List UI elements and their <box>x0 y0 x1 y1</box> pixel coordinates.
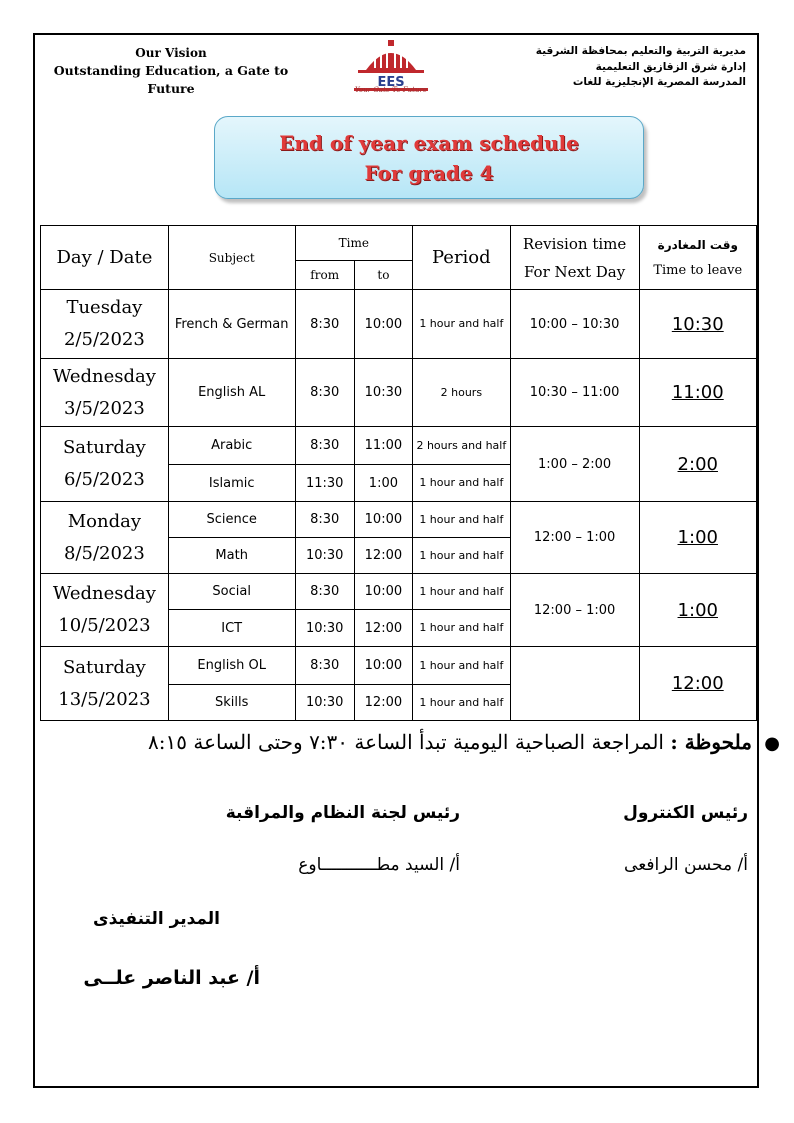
time-from-cell: 10:30 <box>295 685 354 721</box>
period-cell: 1 hour and half <box>413 685 511 721</box>
time-from-cell: 10:30 <box>295 610 354 647</box>
day-name: Monday <box>67 510 142 532</box>
subject-cell: Science <box>168 502 295 538</box>
period-cell: 1 hour and half <box>413 502 511 538</box>
day-date-cell <box>41 359 169 427</box>
time-to-cell: 10:30 <box>354 359 412 427</box>
leave-time-cell: 2:00 <box>639 427 756 502</box>
time-to-cell: 1:00 <box>354 465 412 502</box>
leave-time-cell: 10:30 <box>639 290 756 359</box>
header-subject: Subject <box>168 226 295 290</box>
header-revision-line1: Revision time <box>522 234 627 253</box>
header-leave-english: Time to leave <box>653 262 743 278</box>
time-from-cell: 8:30 <box>295 502 354 538</box>
period-cell: 1 hour and half <box>413 465 511 502</box>
subject-cell: Islamic <box>168 465 295 502</box>
exam-date: 10/5/2023 <box>58 615 151 636</box>
time-from-cell: 10:30 <box>295 538 354 574</box>
subject-cell: Arabic <box>168 427 295 465</box>
time-to-cell: 10:00 <box>354 647 412 685</box>
exam-schedule-table <box>40 225 757 721</box>
logo-text: EES <box>377 75 405 90</box>
header-time-to: to <box>354 261 412 290</box>
subject-cell: Skills <box>168 685 295 721</box>
day-name: Tuesday <box>66 297 143 318</box>
header-day-date: Day / Date <box>41 226 169 290</box>
exam-date: 6/5/2023 <box>63 469 145 490</box>
period-cell: 2 hours and half <box>413 427 511 465</box>
table-row <box>41 290 757 359</box>
vision-block <box>40 44 302 98</box>
committee-head-title: رئيس لجنة النظام والمراقبة <box>225 803 460 823</box>
executive-director-title: المدير التنفيذى <box>93 909 220 929</box>
day-name: Saturday <box>62 656 146 678</box>
time-to-cell: 10:00 <box>354 574 412 610</box>
time-from-cell: 8:30 <box>295 574 354 610</box>
leave-time-cell: 12:00 <box>639 647 756 721</box>
control-head-title: رئيس الكنترول <box>623 803 748 823</box>
time-from-cell: 8:30 <box>295 359 354 427</box>
executive-director-name: أ/ عبد الناصر علــى <box>83 967 260 989</box>
time-to-cell: 10:00 <box>354 502 412 538</box>
exam-date: 2/5/2023 <box>63 329 145 350</box>
schedule-title-box <box>214 116 644 199</box>
exam-date: 13/5/2023 <box>58 688 151 710</box>
subject-cell: English AL <box>168 359 295 427</box>
header-leave <box>639 226 756 290</box>
day-date-cell <box>41 647 169 721</box>
period-cell: 2 hours <box>413 359 511 427</box>
morning-revision-note <box>130 730 780 754</box>
time-to-cell: 12:00 <box>354 610 412 647</box>
revision-cell: 10:30 – 11:00 <box>510 359 639 427</box>
revision-cell: 1:00 – 2:00 <box>510 427 639 502</box>
day-name: Wednesday <box>52 583 156 604</box>
table-row <box>41 502 757 538</box>
time-from-cell: 8:30 <box>295 290 354 359</box>
header-time-from: from <box>295 261 354 290</box>
leave-time-cell: 1:00 <box>639 502 756 574</box>
arabic-header <box>486 44 746 91</box>
revision-cell: 12:00 – 1:00 <box>510 502 639 574</box>
time-to-cell: 12:00 <box>354 685 412 721</box>
table-row <box>41 427 757 465</box>
header-leave-arabic: وقت المغادرة <box>657 237 738 252</box>
period-cell: 1 hour and half <box>413 538 511 574</box>
header-revision <box>510 226 639 290</box>
period-cell: 1 hour and half <box>413 574 511 610</box>
arabic-line-school: المدرسة المصرية الإنجليزية للغات <box>572 76 746 88</box>
exam-date: 3/5/2023 <box>63 397 145 419</box>
bullet-icon: ● <box>764 733 780 754</box>
time-to-cell: 12:00 <box>354 538 412 574</box>
time-to-cell: 10:00 <box>354 290 412 359</box>
subject-cell: English OL <box>168 647 295 685</box>
vision-text: Outstanding Education, a Gate to Future <box>53 63 289 96</box>
exam-date: 8/5/2023 <box>63 542 145 564</box>
period-cell: 1 hour and half <box>413 647 511 685</box>
arabic-line-administration: إدارة شرق الزقازيق التعليمية <box>595 60 746 73</box>
day-date-cell <box>41 502 169 574</box>
subject-cell: ICT <box>168 610 295 647</box>
period-cell: 1 hour and half <box>413 290 511 359</box>
header-period: Period <box>413 226 511 290</box>
table-row <box>41 647 757 685</box>
day-date-cell <box>41 290 169 359</box>
note-text: المراجعة الصباحية اليومية تبدأ الساعة ٧:٣٠ وحتى الساعة ٨:١٥ <box>148 730 664 754</box>
revision-cell <box>510 647 639 721</box>
leave-time-cell: 11:00 <box>639 359 756 427</box>
arabic-line-directorate: مديرية التربية والتعليم بمحافظة الشرقية <box>535 45 746 57</box>
period-cell: 1 hour and half <box>413 610 511 647</box>
schedule-title: End of year exam schedule <box>279 131 579 155</box>
day-name: Wednesday <box>52 365 156 387</box>
time-from-cell: 8:30 <box>295 647 354 685</box>
time-to-cell: 11:00 <box>354 427 412 465</box>
revision-cell: 12:00 – 1:00 <box>510 574 639 647</box>
committee-head-name: أ/ السيد مطـــــــــــاوع <box>298 855 460 875</box>
vision-title: Our Vision <box>135 46 207 60</box>
time-from-cell: 8:30 <box>295 427 354 465</box>
header-time: Time <box>295 226 412 261</box>
control-head-name: أ/ محسن الرافعى <box>624 855 748 875</box>
subject-cell: French & German <box>168 290 295 359</box>
schedule-grade: For grade 4 <box>364 161 494 185</box>
time-from-cell: 11:30 <box>295 465 354 502</box>
day-name: Saturday <box>62 437 146 458</box>
revision-cell: 10:00 – 10:30 <box>510 290 639 359</box>
subject-cell: Social <box>168 574 295 610</box>
table-row <box>41 574 757 610</box>
table-row <box>41 359 757 427</box>
note-label: ملحوظة : <box>670 730 752 754</box>
header-revision-line2: For Next Day <box>523 262 626 281</box>
leave-time-cell: 1:00 <box>639 574 756 647</box>
logo-caption: Your Gate To Future <box>355 86 427 94</box>
day-date-cell <box>41 574 169 647</box>
subject-cell: Math <box>168 538 295 574</box>
day-date-cell <box>41 427 169 502</box>
